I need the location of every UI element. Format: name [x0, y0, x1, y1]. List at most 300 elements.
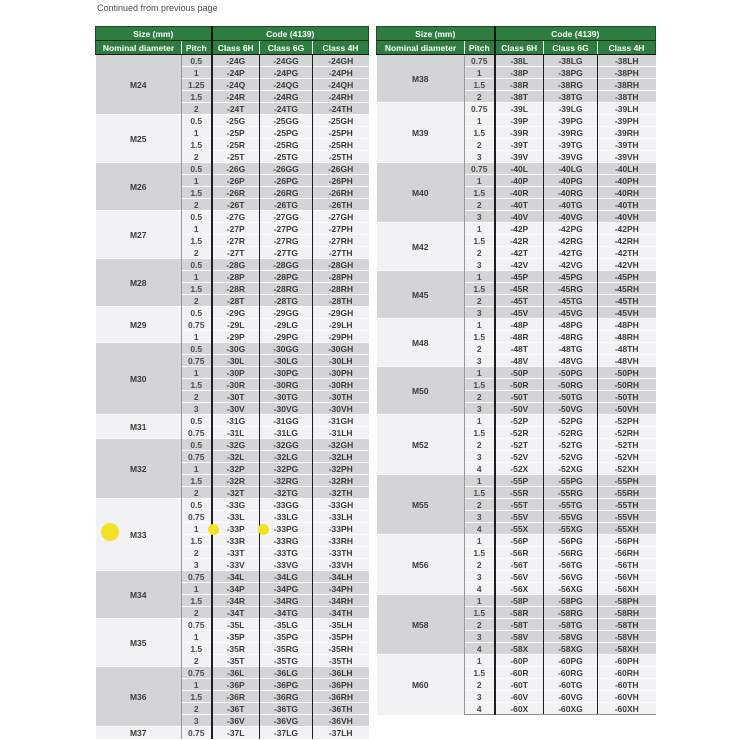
nominal-diameter-cell: M27: [96, 211, 182, 259]
pitch-cell: 1: [182, 583, 212, 595]
class-4h-code-cell: -60RH: [598, 667, 656, 679]
pitch-cell: 2: [182, 247, 212, 259]
class-6g-code-cell: -45PG: [544, 271, 598, 283]
class-6g-code-cell: -31LG: [260, 427, 313, 439]
class-6h-code-cell: -36P: [212, 679, 260, 691]
class-4h-code-cell: -37LH: [313, 727, 369, 739]
class-4h-code-cell: -32RH: [313, 475, 369, 487]
class-6g-code-cell: -26RG: [260, 187, 313, 199]
table-row: [377, 475, 656, 487]
class-6h-code-cell: -39V: [495, 151, 544, 163]
class-4h-code-cell: -33RH: [313, 535, 369, 547]
pitch-cell: 1.5: [182, 139, 212, 151]
table-row: [96, 211, 369, 223]
pitch-cell: 1: [182, 271, 212, 283]
pitch-cell: 2: [465, 559, 495, 571]
class-4h-code-cell: -29GH: [313, 307, 369, 319]
pitch-cell: 1: [182, 367, 212, 379]
class-6h-code-cell: -50R: [495, 379, 544, 391]
class-6g-code-cell: -39RG: [544, 127, 598, 139]
class-6g-code-cell: -50PG: [544, 367, 598, 379]
pitch-cell: 1: [465, 175, 495, 187]
class-6h-code-cell: -30L: [212, 355, 260, 367]
class-4h-header: Class 4H: [598, 41, 656, 55]
class-6g-code-cell: -32LG: [260, 451, 313, 463]
class-6h-code-cell: -55V: [495, 511, 544, 523]
pitch-cell: 2: [465, 91, 495, 103]
pitch-cell: 1.5: [465, 283, 495, 295]
pitch-cell: 1.5: [465, 79, 495, 91]
class-6g-code-cell: -33RG: [260, 535, 313, 547]
table-row: [96, 163, 369, 175]
class-6h-code-cell: -58R: [495, 607, 544, 619]
class-6g-code-cell: -34TG: [260, 607, 313, 619]
nominal-diameter-cell: M25: [96, 115, 182, 163]
class-6g-code-cell: -32GG: [260, 439, 313, 451]
class-6g-code-cell: -60PG: [544, 655, 598, 667]
pitch-cell: 2: [182, 487, 212, 499]
class-6g-code-cell: -56PG: [544, 535, 598, 547]
class-4h-code-cell: -58TH: [598, 619, 656, 631]
class-6h-code-cell: -58P: [495, 595, 544, 607]
table-row: [96, 415, 369, 427]
pitch-cell: 2: [182, 391, 212, 403]
class-6g-code-cell: -35LG: [260, 619, 313, 631]
class-4h-code-cell: -35LH: [313, 619, 369, 631]
pitch-cell: 0.5: [182, 439, 212, 451]
class-6g-code-cell: -50VG: [544, 403, 598, 415]
class-6g-code-cell: -30GG: [260, 343, 313, 355]
class-6h-code-cell: -34P: [212, 583, 260, 595]
pitch-cell: 1.5: [465, 547, 495, 559]
nominal-diameter-cell: M42: [377, 223, 465, 271]
pitch-cell: 1: [182, 67, 212, 79]
banner-row: [377, 27, 656, 41]
class-6h-code-cell: -48R: [495, 331, 544, 343]
class-6h-code-cell: -27R: [212, 235, 260, 247]
class-6g-code-cell: -32RG: [260, 475, 313, 487]
size-group-header: Size (mm): [96, 27, 212, 41]
pitch-cell: 2: [182, 655, 212, 667]
class-4h-header: Class 4H: [313, 41, 369, 55]
class-6g-code-cell: -48RG: [544, 331, 598, 343]
class-4h-code-cell: -52TH: [598, 439, 656, 451]
pitch-cell: 0.5: [182, 415, 212, 427]
class-6h-code-cell: -33P: [212, 523, 260, 535]
class-6h-code-cell: -24P: [212, 67, 260, 79]
class-6g-code-cell: -40LG: [544, 163, 598, 175]
class-6g-code-cell: -52PG: [544, 415, 598, 427]
class-6g-code-cell: -45RG: [544, 283, 598, 295]
pitch-cell: 1: [465, 319, 495, 331]
pitch-cell: 1: [182, 127, 212, 139]
class-4h-code-cell: -58VH: [598, 631, 656, 643]
pitch-cell: 4: [465, 583, 495, 595]
class-6h-code-cell: -24Q: [212, 79, 260, 91]
pitch-cell: 2: [465, 391, 495, 403]
class-6h-code-cell: -42R: [495, 235, 544, 247]
class-6g-code-cell: -52XG: [544, 463, 598, 475]
column-header-row: [377, 41, 656, 55]
pitch-cell: 1.5: [465, 235, 495, 247]
pitch-cell: 2: [465, 343, 495, 355]
pitch-cell: 1: [182, 631, 212, 643]
class-6h-code-cell: -34R: [212, 595, 260, 607]
class-4h-code-cell: -32LH: [313, 451, 369, 463]
pitch-cell: 0.5: [182, 115, 212, 127]
class-4h-code-cell: -34TH: [313, 607, 369, 619]
nominal-diameter-cell: M30: [96, 343, 182, 415]
class-6g-code-cell: -33GG: [260, 499, 313, 511]
class-6g-code-cell: -39PG: [544, 115, 598, 127]
class-6g-code-cell: -36VG: [260, 715, 313, 727]
class-6h-code-cell: -39R: [495, 127, 544, 139]
pitch-cell: 2: [465, 247, 495, 259]
class-6g-code-cell: -48PG: [544, 319, 598, 331]
pitch-cell: 1.5: [465, 607, 495, 619]
class-4h-code-cell: -25RH: [313, 139, 369, 151]
class-6h-code-cell: -40L: [495, 163, 544, 175]
class-6g-code-cell: -42RG: [544, 235, 598, 247]
class-4h-code-cell: -33LH: [313, 511, 369, 523]
pitch-cell: 3: [465, 631, 495, 643]
nominal-diameter-cell: M48: [377, 319, 465, 367]
nominal-diameter-cell: M34: [96, 571, 182, 619]
pitch-cell: 0.75: [182, 619, 212, 631]
pitch-cell: 3: [465, 451, 495, 463]
class-4h-code-cell: -38PH: [598, 67, 656, 79]
pitch-cell: 1.5: [465, 487, 495, 499]
pitch-cell: 3: [465, 151, 495, 163]
class-4h-code-cell: -56TH: [598, 559, 656, 571]
class-4h-code-cell: -28RH: [313, 283, 369, 295]
class-4h-code-cell: -40VH: [598, 211, 656, 223]
class-4h-code-cell: -58RH: [598, 607, 656, 619]
class-6g-code-cell: -27TG: [260, 247, 313, 259]
class-6g-code-cell: -24QG: [260, 79, 313, 91]
class-6g-code-cell: -39TG: [544, 139, 598, 151]
class-6h-code-cell: -45V: [495, 307, 544, 319]
pitch-header: Pitch: [182, 41, 212, 55]
class-6h-code-cell: -31G: [212, 415, 260, 427]
pitch-cell: 3: [465, 259, 495, 271]
class-4h-code-cell: -40PH: [598, 175, 656, 187]
class-6g-code-cell: -35TG: [260, 655, 313, 667]
class-4h-code-cell: -42RH: [598, 235, 656, 247]
class-6g-code-cell: -25RG: [260, 139, 313, 151]
class-4h-code-cell: -56XH: [598, 583, 656, 595]
table-row: [377, 535, 656, 547]
pitch-cell: 1: [182, 223, 212, 235]
pitch-cell: 1: [182, 331, 212, 343]
nominal-diameter-cell: M28: [96, 259, 182, 307]
table-row: [377, 271, 656, 283]
class-4h-code-cell: -29LH: [313, 319, 369, 331]
class-6h-code-cell: -56R: [495, 547, 544, 559]
class-4h-code-cell: -32PH: [313, 463, 369, 475]
class-4h-code-cell: -55TH: [598, 499, 656, 511]
pitch-cell: 0.5: [182, 259, 212, 271]
pitch-cell: 1.5: [182, 535, 212, 547]
class-6h-code-cell: -40T: [495, 199, 544, 211]
class-6g-code-cell: -36PG: [260, 679, 313, 691]
pitch-cell: 1.25: [182, 79, 212, 91]
table-row: [377, 55, 656, 67]
class-4h-code-cell: -24GH: [313, 55, 369, 67]
class-6h-code-cell: -28G: [212, 259, 260, 271]
pitch-cell: 0.75: [182, 727, 212, 739]
pitch-cell: 3: [465, 211, 495, 223]
class-6h-code-cell: -38T: [495, 91, 544, 103]
class-4h-code-cell: -28TH: [313, 295, 369, 307]
class-6g-code-cell: -58RG: [544, 607, 598, 619]
class-6g-code-cell: -32TG: [260, 487, 313, 499]
class-6g-code-cell: -55XG: [544, 523, 598, 535]
class-6h-code-cell: -35R: [212, 643, 260, 655]
class-6h-code-cell: -28R: [212, 283, 260, 295]
class-4h-code-cell: -30VH: [313, 403, 369, 415]
class-6h-code-cell: -29P: [212, 331, 260, 343]
pitch-cell: 2: [465, 199, 495, 211]
class-6g-code-cell: -52VG: [544, 451, 598, 463]
class-6g-code-cell: -50TG: [544, 391, 598, 403]
class-6g-code-cell: -56VG: [544, 571, 598, 583]
class-6g-code-cell: -33TG: [260, 547, 313, 559]
class-6h-code-cell: -25P: [212, 127, 260, 139]
class-4h-code-cell: -30RH: [313, 379, 369, 391]
pitch-cell: 3: [465, 691, 495, 703]
class-4h-code-cell: -55VH: [598, 511, 656, 523]
class-4h-code-cell: -32GH: [313, 439, 369, 451]
pitch-cell: 2: [465, 439, 495, 451]
class-4h-code-cell: -38RH: [598, 79, 656, 91]
class-6h-code-cell: -35L: [212, 619, 260, 631]
class-6h-code-cell: -50T: [495, 391, 544, 403]
nominal-diameter-cell: M29: [96, 307, 182, 343]
class-4h-code-cell: -39PH: [598, 115, 656, 127]
class-6g-code-cell: -50RG: [544, 379, 598, 391]
pitch-cell: 0.75: [465, 163, 495, 175]
class-6h-code-cell: -29G: [212, 307, 260, 319]
pitch-cell: 0.5: [182, 307, 212, 319]
pitch-cell: 1: [465, 535, 495, 547]
class-6h-code-cell: -26G: [212, 163, 260, 175]
pitch-cell: 3: [182, 559, 212, 571]
class-6h-code-cell: -55P: [495, 475, 544, 487]
class-4h-code-cell: -45TH: [598, 295, 656, 307]
table-row: [377, 595, 656, 607]
class-6h-code-cell: -33G: [212, 499, 260, 511]
nominal-diameter-cell: M24: [96, 55, 182, 115]
pitch-cell: 2: [182, 199, 212, 211]
class-4h-code-cell: -39LH: [598, 103, 656, 115]
class-4h-code-cell: -52PH: [598, 415, 656, 427]
nominal-diameter-cell: M35: [96, 619, 182, 667]
nominal-diameter-header: Nominal diameter: [96, 41, 182, 55]
class-6g-code-cell: -27RG: [260, 235, 313, 247]
class-6h-code-cell: -45R: [495, 283, 544, 295]
class-6g-code-cell: -31GG: [260, 415, 313, 427]
table-row: [377, 655, 656, 667]
class-6g-code-cell: -34RG: [260, 595, 313, 607]
table-row: [96, 667, 369, 679]
class-6g-code-cell: -25TG: [260, 151, 313, 163]
class-6h-code-cell: -25R: [212, 139, 260, 151]
class-6h-code-cell: -56T: [495, 559, 544, 571]
class-6h-code-cell: -58X: [495, 643, 544, 655]
class-6h-code-cell: -55X: [495, 523, 544, 535]
class-6h-code-cell: -26R: [212, 187, 260, 199]
table-row: [377, 319, 656, 331]
class-6g-code-cell: -28PG: [260, 271, 313, 283]
class-6g-code-cell: -38PG: [544, 67, 598, 79]
class-6h-code-cell: -30G: [212, 343, 260, 355]
class-4h-code-cell: -24RH: [313, 91, 369, 103]
pitch-cell: 2: [182, 151, 212, 163]
class-4h-code-cell: -50PH: [598, 367, 656, 379]
class-4h-code-cell: -36RH: [313, 691, 369, 703]
class-6h-code-cell: -40V: [495, 211, 544, 223]
pitch-cell: 2: [465, 499, 495, 511]
class-6h-code-cell: -28T: [212, 295, 260, 307]
class-4h-code-cell: -27TH: [313, 247, 369, 259]
class-6h-code-cell: -52P: [495, 415, 544, 427]
class-6g-code-cell: -38LG: [544, 55, 598, 67]
class-6h-code-cell: -60P: [495, 655, 544, 667]
class-6g-code-cell: -60TG: [544, 679, 598, 691]
pitch-cell: 2: [465, 679, 495, 691]
pitch-cell: 3: [182, 715, 212, 727]
pitch-cell: 1.5: [182, 91, 212, 103]
class-6h-code-cell: -42V: [495, 259, 544, 271]
class-6g-code-cell: -56TG: [544, 559, 598, 571]
table-row: [96, 499, 369, 511]
class-4h-code-cell: -60VH: [598, 691, 656, 703]
pitch-cell: 4: [465, 523, 495, 535]
class-6h-code-cell: -37L: [212, 727, 260, 739]
class-4h-code-cell: -55XH: [598, 523, 656, 535]
class-6g-code-cell: -38TG: [544, 91, 598, 103]
nominal-diameter-header: Nominal diameter: [377, 41, 465, 55]
nominal-diameter-cell: M52: [377, 415, 465, 475]
class-4h-code-cell: -48VH: [598, 355, 656, 367]
size-group-header: Size (mm): [377, 27, 495, 41]
class-6h-code-cell: -39L: [495, 103, 544, 115]
thread-code-table-left: [95, 26, 369, 739]
class-6g-code-cell: -34PG: [260, 583, 313, 595]
table-row: [377, 103, 656, 115]
class-6g-code-cell: -30PG: [260, 367, 313, 379]
code-group-header: Code (4139): [495, 27, 656, 41]
class-6h-code-cell: -25T: [212, 151, 260, 163]
class-6g-code-cell: -55RG: [544, 487, 598, 499]
pitch-cell: 0.75: [182, 427, 212, 439]
class-6h-code-cell: -32R: [212, 475, 260, 487]
class-6h-code-cell: -25G: [212, 115, 260, 127]
class-4h-code-cell: -50TH: [598, 391, 656, 403]
pitch-cell: 1: [465, 271, 495, 283]
class-6h-code-cell: -32T: [212, 487, 260, 499]
class-4h-code-cell: -55RH: [598, 487, 656, 499]
pitch-cell: 1: [182, 523, 212, 535]
pitch-cell: 1.5: [182, 187, 212, 199]
class-4h-code-cell: -60XH: [598, 703, 656, 715]
pitch-cell: 1.5: [182, 691, 212, 703]
pitch-cell: 1: [465, 223, 495, 235]
class-6h-code-cell: -38P: [495, 67, 544, 79]
pitch-cell: 2: [465, 619, 495, 631]
class-6h-code-cell: -30T: [212, 391, 260, 403]
class-6g-code-cell: -60RG: [544, 667, 598, 679]
class-4h-code-cell: -36LH: [313, 667, 369, 679]
pitch-cell: 1.5: [465, 331, 495, 343]
pitch-cell: 0.5: [182, 343, 212, 355]
nominal-diameter-cell: M32: [96, 439, 182, 499]
class-6h-code-cell: -58T: [495, 619, 544, 631]
class-6g-code-cell: -28RG: [260, 283, 313, 295]
class-6g-code-cell: -58VG: [544, 631, 598, 643]
nominal-diameter-cell: M45: [377, 271, 465, 319]
pitch-cell: 1.5: [182, 379, 212, 391]
class-6g-code-cell: -36RG: [260, 691, 313, 703]
table-row: [96, 439, 369, 451]
class-6h-code-cell: -56P: [495, 535, 544, 547]
class-4h-code-cell: -56RH: [598, 547, 656, 559]
pitch-cell: 4: [465, 643, 495, 655]
class-6g-code-cell: -26TG: [260, 199, 313, 211]
class-6h-code-cell: -45T: [495, 295, 544, 307]
class-4h-code-cell: -30LH: [313, 355, 369, 367]
pitch-header: Pitch: [465, 41, 495, 55]
class-6g-code-cell: -29LG: [260, 319, 313, 331]
class-4h-code-cell: -24PH: [313, 67, 369, 79]
class-6g-code-cell: -24RG: [260, 91, 313, 103]
pitch-cell: 3: [465, 511, 495, 523]
pitch-cell: 1: [182, 679, 212, 691]
nominal-diameter-cell: M56: [377, 535, 465, 595]
class-4h-code-cell: -25PH: [313, 127, 369, 139]
class-4h-code-cell: -34RH: [313, 595, 369, 607]
pitch-cell: 0.5: [182, 499, 212, 511]
class-6h-header: Class 6H: [495, 41, 544, 55]
class-6h-code-cell: -38R: [495, 79, 544, 91]
class-6h-code-cell: -27P: [212, 223, 260, 235]
class-4h-code-cell: -31LH: [313, 427, 369, 439]
nominal-diameter-cell: M26: [96, 163, 182, 211]
class-6g-code-cell: -35PG: [260, 631, 313, 643]
class-6h-code-cell: -50V: [495, 403, 544, 415]
class-4h-code-cell: -28GH: [313, 259, 369, 271]
class-6g-code-cell: -28GG: [260, 259, 313, 271]
table-row: [377, 367, 656, 379]
class-6g-code-cell: -48VG: [544, 355, 598, 367]
pitch-cell: 1.5: [465, 127, 495, 139]
pitch-cell: 0.5: [182, 163, 212, 175]
table-row: [96, 727, 369, 739]
class-4h-code-cell: -42VH: [598, 259, 656, 271]
class-6g-code-cell: -34LG: [260, 571, 313, 583]
class-4h-code-cell: -56PH: [598, 535, 656, 547]
class-6h-code-cell: -52R: [495, 427, 544, 439]
class-4h-code-cell: -58XH: [598, 643, 656, 655]
pitch-cell: 2: [182, 607, 212, 619]
table-row: [96, 55, 369, 67]
class-4h-code-cell: -36PH: [313, 679, 369, 691]
class-6g-code-cell: -33PG: [260, 523, 313, 535]
nominal-diameter-cell: M38: [377, 55, 465, 103]
class-6h-code-cell: -31L: [212, 427, 260, 439]
nominal-diameter-cell: M37: [96, 727, 182, 739]
